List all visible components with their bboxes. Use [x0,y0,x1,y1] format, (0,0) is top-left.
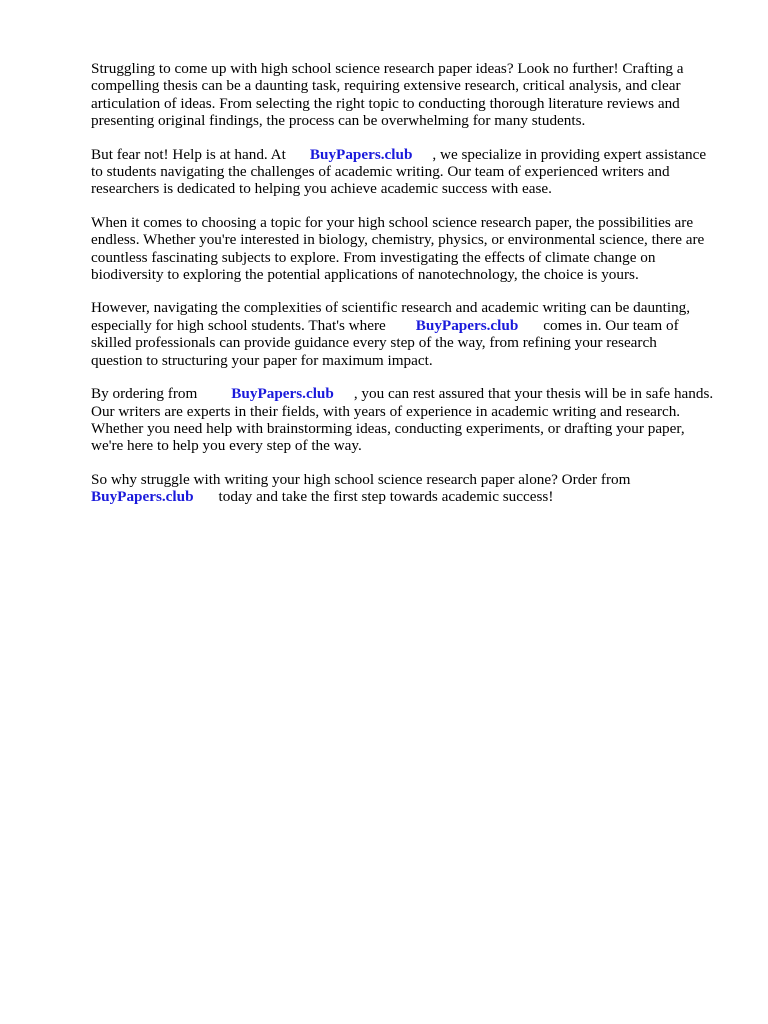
text-segment: today and take the first step towards academic success! [218,488,554,506]
text-segment: By ordering from [91,385,198,403]
text-line: Struggling to come up with high school science research paper ideas? Look no further! Crafting a [91,60,684,77]
text-line: Whether you need help with brainstorming ideas, conducting experiments, or drafting your paper, [91,419,685,437]
buypapers-link[interactable]: BuyPapers.club [231,385,334,403]
paragraph-navigating [91,299,731,369]
paragraph-ordering [91,385,731,455]
text-line: biodiversity to exploring the potential applications of nanotechnology, the choice is yours. [91,266,639,284]
text-line: When it comes to choosing a topic for your high school science research paper, the possibilities are [91,213,694,231]
text-line: articulation of ideas. From selecting the right topic to conducting thorough literature reviews and [91,94,680,112]
text-line: to students navigating the challenges of academic writing. Our team of experienced writers and [91,163,670,181]
text-segment: But fear not! Help is at hand. At [91,145,286,163]
text-line [91,488,731,505]
text-line [91,317,731,334]
text-line: question to structuring your paper for maximum impact. [91,351,433,369]
text-line: Our writers are experts in their fields, with years of experience in academic writing and research. [91,402,681,420]
text-segment: especially for high school students. That's where [91,316,386,334]
text-line [91,146,731,163]
text-line: researchers is dedicated to helping you achieve academic success with ease. [91,180,552,198]
text-line: endless. Whether you're interested in biology, chemistry, physics, or environmental science, there are [91,231,705,249]
text-line [91,385,731,402]
buypapers-link[interactable]: BuyPapers.club [309,145,413,163]
text-segment: , you can rest assured that your thesis will be in safe hands. [353,385,714,403]
document-body [91,60,731,522]
buypapers-link[interactable]: BuyPapers.club [91,488,194,506]
text-segment: comes in. Our team of [543,316,679,334]
text-line: presenting original findings, the process can be overwhelming for many students. [91,112,586,130]
paragraph-help [91,146,731,198]
text-segment: , we specialize in providing expert assistance [432,145,707,163]
paragraph-topics [91,214,731,284]
text-line: So why struggle with writing your high school science research paper alone? Order from [91,470,631,488]
paragraph-closing [91,471,731,506]
text-line: we're here to help you every step of the way. [91,437,362,455]
paragraph-intro [91,60,731,130]
buypapers-link[interactable]: BuyPapers.club [415,316,519,334]
text-line: countless fascinating subjects to explore. From investigating the effects of climate change on [91,248,656,266]
text-line: compelling thesis can be a daunting task, requiring extensive research, critical analysis, and clear [91,77,681,95]
text-line: skilled professionals can provide guidance every step of the way, from refining your research [91,334,657,352]
text-line: However, navigating the complexities of scientific research and academic writing can be daunting, [91,299,691,317]
